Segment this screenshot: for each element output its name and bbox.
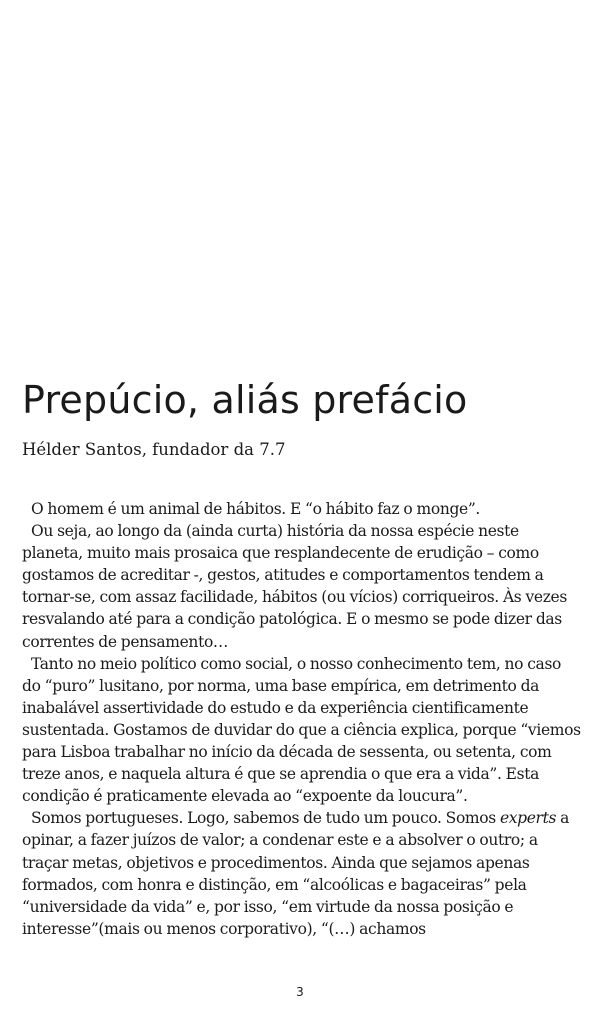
paragraph-4-end: a opinar, a fazer juízos de valor; a condenar este e a absolver o outro; a traçar metas, objetivos e procedimentos. Ainda que sejamos apenas formados, com honra e distinção, em “alcoólicas e bagaceiras” pela “universidade da vida” e, por isso, “em virtude da nossa posição e interesse”(mais ou menos corporativo), “(…) achamos <box>22 809 570 938</box>
chapter-title: Prepúcio, aliás prefácio <box>22 378 468 422</box>
page-number: 3 <box>296 985 304 999</box>
paragraph-1: O homem é um animal de hábitos. E “o hábito faz o monge”. <box>31 500 481 518</box>
paragraph-4 <box>22 807 582 940</box>
paragraph-3: Tanto no meio político como social, o nosso conhecimento tem, no caso do “puro” lusitano, por norma, uma base empírica, em detrimento da inabalável assertividade do estudo e da experiência cientificamente sustentada. Gostamos de duvidar do que a ciência explica, porque “viemos para Lisboa trabalhar no início da década de sessenta, ou setenta, com treze anos, e naquela altura é que se aprendia o que era a vida”. Esta condição é praticamente elevada ao “expoente da loucura”. <box>22 654 581 806</box>
body-text <box>22 498 582 940</box>
paragraph-2: Ou seja, ao longo da (ainda curta) história da nossa espécie neste planeta, muito mais prosaica que resplandecente de erudição – como gostamos de acreditar -, gestos, atitudes e comportamentos tendem a tornar-se, com assaz facilidade, hábitos (ou vícios) corriqueiros. Às vezes resvalando até para a condição patológica. E o mesmo se pode dizer das correntes de pensamento… <box>22 522 567 651</box>
emphasis-experts: experts <box>499 809 557 828</box>
chapter-author: Hélder Santos, fundador da 7.7 <box>22 440 286 459</box>
paragraph-4-start: Somos portugueses. Logo, sabemos de tudo um pouco. Somos <box>31 809 500 828</box>
